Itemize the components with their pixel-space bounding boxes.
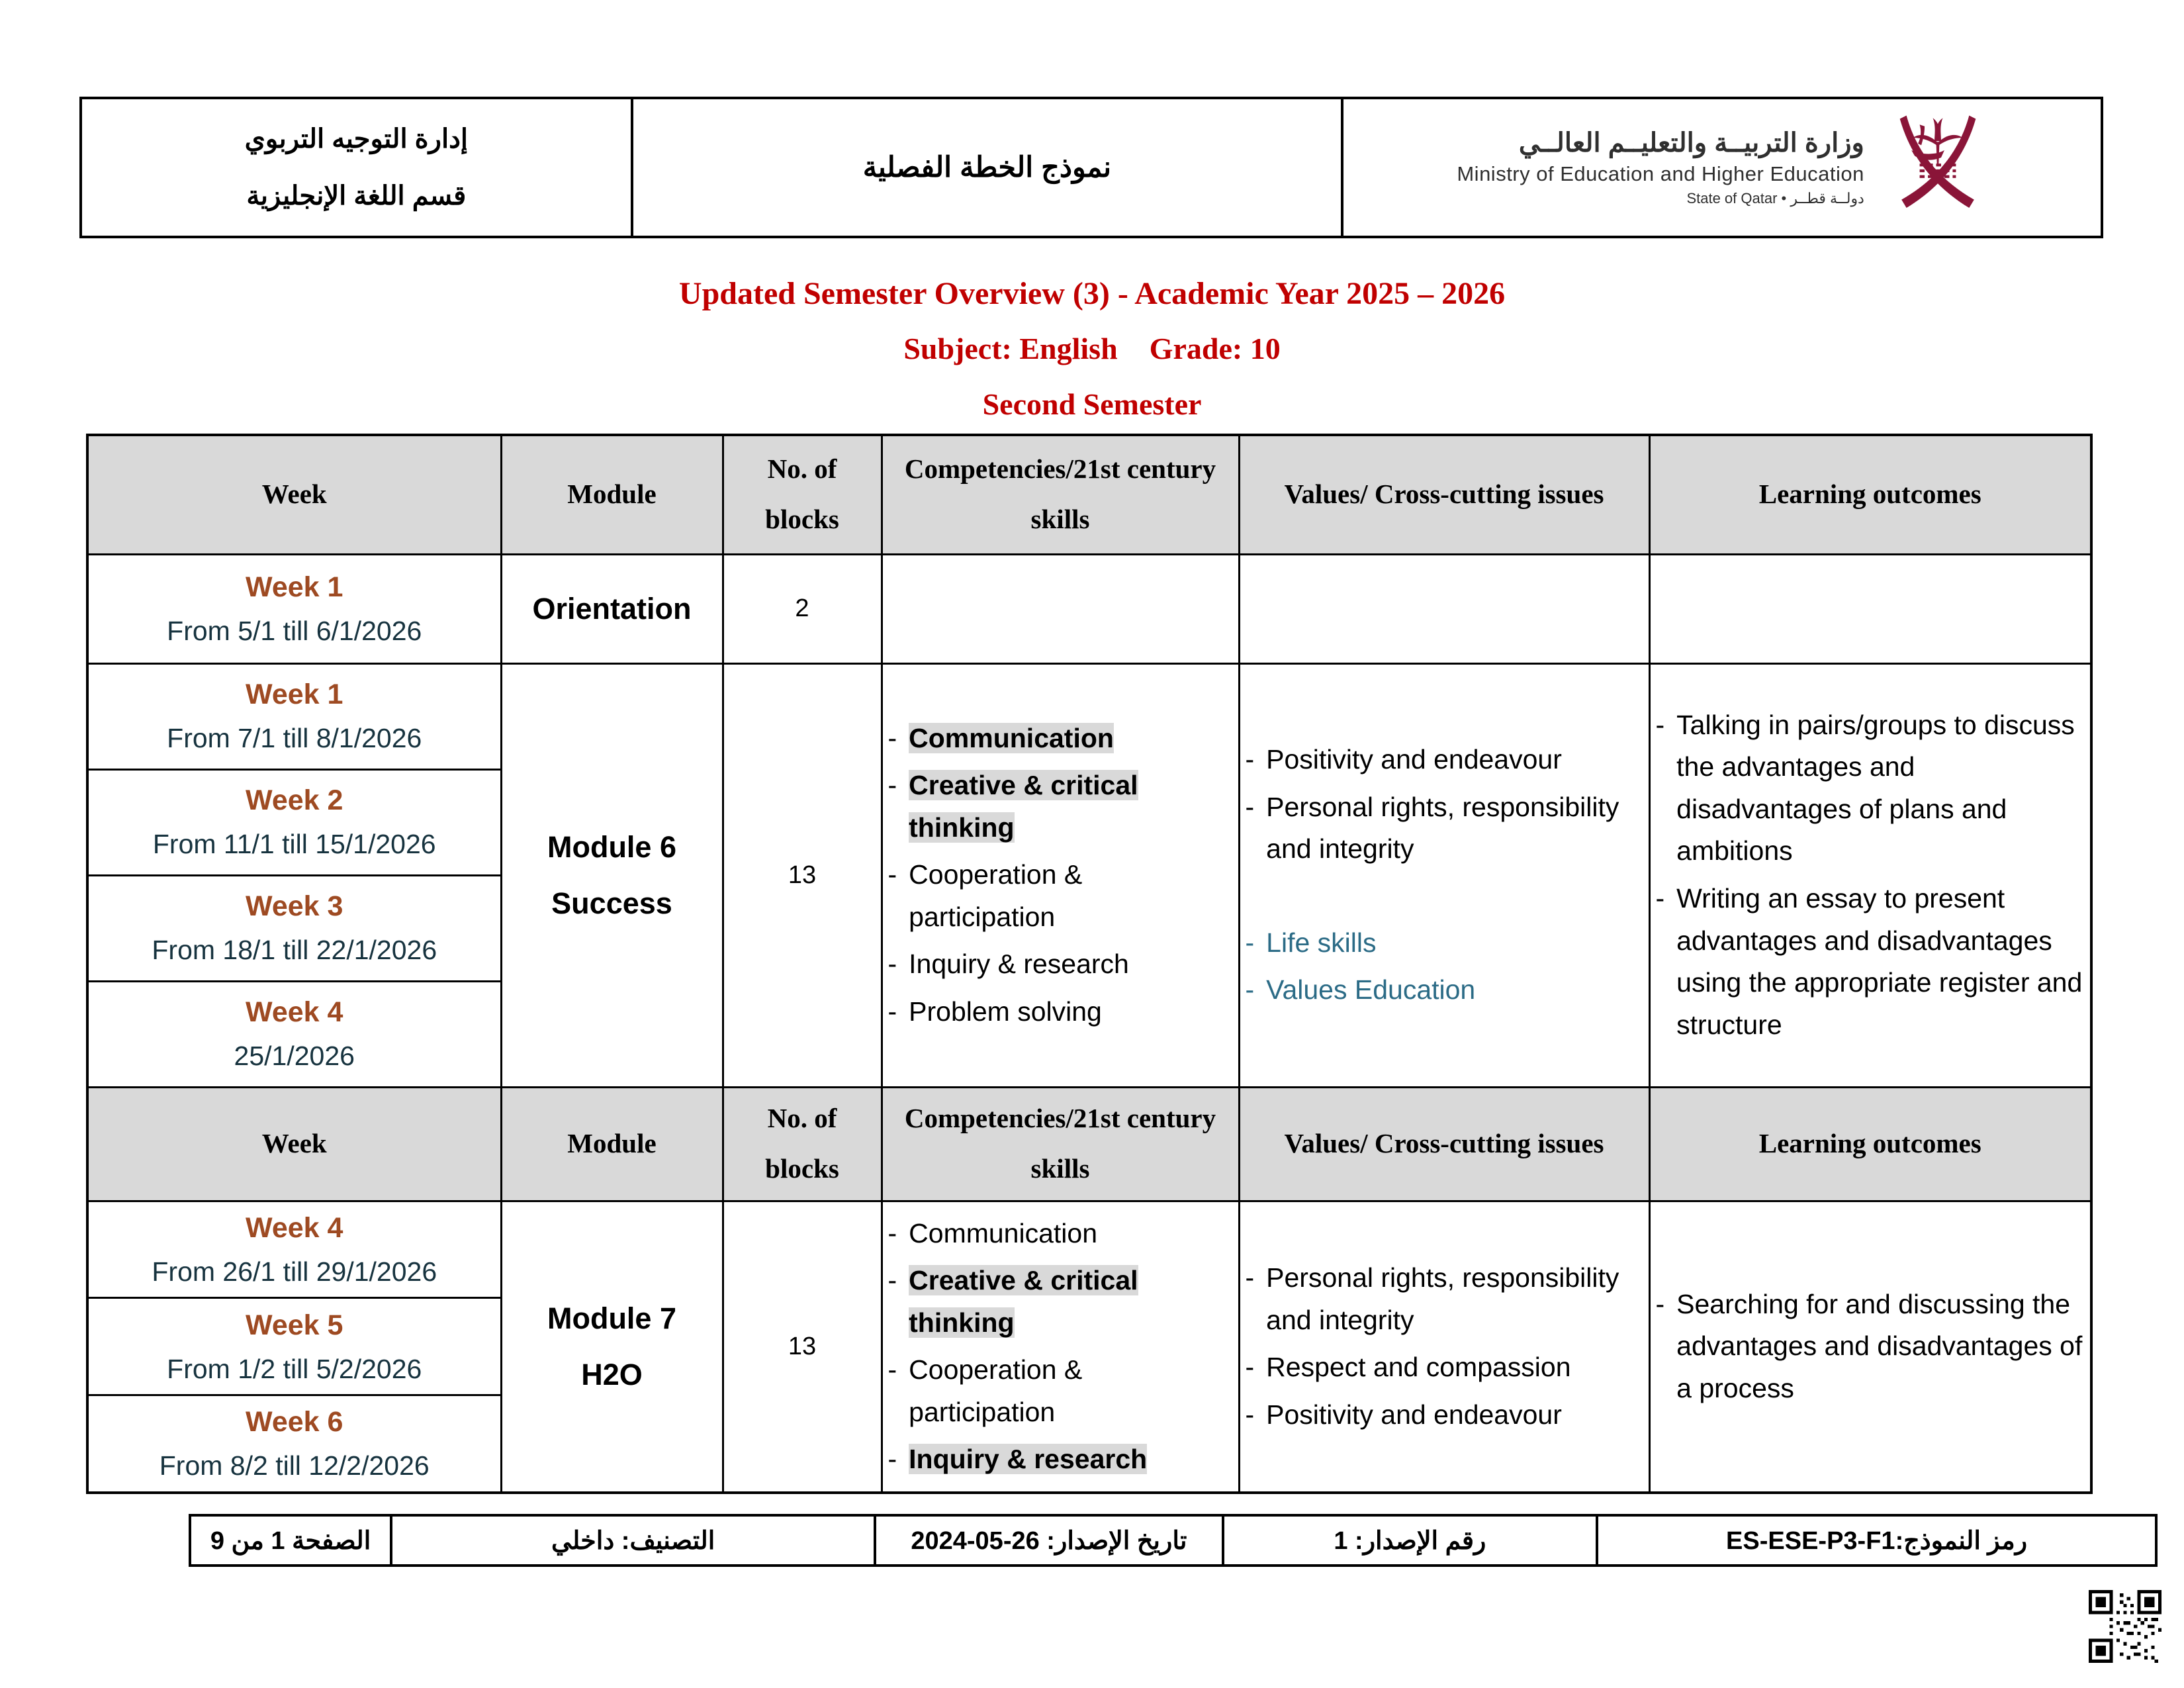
orientation-week-cell: [87, 554, 501, 663]
week-cell: [87, 1201, 501, 1298]
qatar-emblem-icon: [1888, 114, 1987, 221]
module6-values-cell: [1239, 663, 1649, 1087]
outcome-item: - Searching for and discussing the advantages and disadvantages of a process: [1655, 1288, 2083, 1403]
week-label: Week 4: [246, 1211, 343, 1244]
orientation-row: [87, 554, 2091, 663]
module-number: Module 6: [547, 829, 676, 864]
week-label: Week 2: [246, 784, 343, 817]
week-dates: From 11/1 till 15/1/2026: [152, 829, 436, 860]
week-dates: From 8/2 till 12/2/2026: [159, 1450, 430, 1481]
week-label: Week 1: [246, 679, 343, 711]
module-title: Success: [551, 886, 672, 920]
week-dates: From 7/1 till 8/1/2026: [167, 723, 422, 754]
value-item: - Positivity and endeavour: [1245, 744, 1562, 775]
module7-blocks-cell: 13: [723, 1201, 882, 1493]
week-cell: [87, 769, 501, 875]
subject-label: Subject: English: [903, 332, 1118, 365]
week-dates: From 18/1 till 22/1/2026: [152, 935, 437, 966]
week-cell: [87, 1395, 501, 1493]
column-header-blocks: No. of blocks: [723, 1087, 882, 1201]
footer-form-code: رمز النموذج:ES-ESE-P3-F1: [1726, 1526, 2028, 1555]
form-title: نموذج الخطة الفصلية: [862, 152, 1112, 183]
footer-classification: التصنيف: داخلي: [392, 1517, 876, 1564]
department-cell: [82, 99, 633, 236]
value-item: - Positivity and endeavour: [1245, 1399, 1562, 1430]
week-label: Week 4: [246, 996, 343, 1029]
module7-competencies-cell: [882, 1201, 1239, 1493]
form-title-cell: [633, 99, 1344, 236]
module-number: Module 7: [547, 1301, 676, 1335]
orientation-values-cell: [1239, 554, 1649, 663]
orientation-blocks-cell: 2: [723, 554, 882, 663]
column-header-outcomes: Learning outcomes: [1649, 1087, 2091, 1201]
semester-label: Second Semester: [982, 387, 1202, 421]
competency-item: - Communication: [887, 722, 1114, 753]
column-header-competencies: Competencies/21st century skills: [882, 1087, 1239, 1201]
week-cell: [87, 981, 501, 1087]
value-item: - Personal rights, responsibility and integrity: [1245, 1262, 1619, 1335]
column-header-week: Week: [87, 435, 501, 554]
competency-item: - Inquiry & research: [887, 1444, 1148, 1475]
competency-item: - Inquiry & research: [887, 949, 1129, 980]
grade-label: Grade: 10: [1149, 332, 1281, 365]
column-header-values: Values/ Cross-cutting issues: [1239, 435, 1649, 554]
header-table: [79, 97, 2103, 238]
subject-grade-line: [0, 331, 2184, 366]
footer-page-number: الصفحة 1 من 9: [191, 1517, 392, 1564]
module6-name-cell: [501, 663, 723, 1087]
department-line1: إدارة التوجيه التربوي: [244, 124, 468, 154]
ministry-name-english: Ministry of Education and Higher Education: [1457, 162, 1864, 185]
column-header-module: Module: [501, 1087, 723, 1201]
week-label: Week 6: [246, 1406, 343, 1438]
week-label: Week 5: [246, 1309, 343, 1341]
module7-outcomes-cell: [1649, 1201, 2091, 1493]
value-item: - Respect and compassion: [1245, 1352, 1571, 1383]
week-label: Week 3: [246, 890, 343, 923]
footer-bar: [189, 1514, 2158, 1567]
module6-blocks-cell: 13: [723, 663, 882, 1087]
module7-name-cell: [501, 1201, 723, 1493]
qr-code: [2089, 1590, 2161, 1663]
orientation-outcomes-cell: [1649, 554, 2091, 663]
table-header-row-2: [87, 1087, 2091, 1201]
week-cell: [87, 1298, 501, 1395]
value-item: - Life skills: [1245, 927, 1377, 958]
column-header-competencies: Competencies/21st century skills: [882, 435, 1239, 554]
module-title: H2O: [581, 1358, 643, 1392]
value-item: - Personal rights, responsibility and integrity: [1245, 791, 1619, 865]
column-header-outcomes: Learning outcomes: [1649, 435, 2091, 554]
module6-outcomes-cell: [1649, 663, 2091, 1087]
orientation-module-cell: Orientation: [501, 554, 723, 663]
week-cell: [87, 875, 501, 981]
page-title: Updated Semester Overview (3) - Academic Year 2025 – 2026: [678, 276, 1506, 311]
competency-item: - Communication: [887, 1217, 1097, 1248]
orientation-competencies-cell: [882, 554, 1239, 663]
value-item: - Values Education: [1245, 974, 1476, 1006]
competency-item: - Cooperation & participation: [887, 1354, 1083, 1427]
column-header-module: Module: [501, 435, 723, 554]
ministry-logo: [1343, 99, 2101, 236]
module6-competencies-cell: [882, 663, 1239, 1087]
semester-table: [86, 434, 2093, 1494]
week-dates: From 1/2 till 5/2/2026: [167, 1353, 422, 1384]
competency-item: - Cooperation & participation: [887, 859, 1083, 932]
outcome-item: - Writing an essay to present advantages and disadvantages using the appropriate register and structure: [1655, 883, 2083, 1040]
department-line2: قسم اللغة الإنجليزية: [246, 181, 467, 211]
week-dates: From 26/1 till 29/1/2026: [152, 1256, 437, 1287]
outcome-item: - Talking in pairs/groups to discuss the advantages and disadvantages of plans and ambitions: [1655, 709, 2075, 867]
week-label: Week 1: [246, 571, 343, 603]
week-dates: From 5/1 till 6/1/2026: [167, 615, 422, 646]
column-header-week: Week: [87, 1087, 501, 1201]
module6-week1-row: [87, 663, 2091, 769]
module7-week4-row: [87, 1201, 2091, 1298]
competency-item: - Creative & critical thinking: [887, 770, 1138, 843]
column-header-values: Values/ Cross-cutting issues: [1239, 1087, 1649, 1201]
footer-issue-number: رقم الإصدار: 1: [1224, 1517, 1599, 1564]
week-cell: [87, 663, 501, 769]
week-dates: 25/1/2026: [234, 1041, 355, 1072]
state-of-qatar-label: State of Qatar • دولــة قطــر: [1686, 190, 1864, 207]
table-header-row-1: [87, 435, 2091, 554]
column-header-blocks: No. of blocks: [723, 435, 882, 554]
footer-issue-date: تاريخ الإصدار: 26-05-2024: [876, 1517, 1224, 1564]
competency-item: - Problem solving: [887, 996, 1102, 1027]
module7-values-cell: [1239, 1201, 1649, 1493]
ministry-name-arabic: وزارة التربيــة والتعليــم العالــي: [1518, 128, 1864, 158]
ministry-logo-text: [1457, 128, 1864, 207]
competency-item: - Creative & critical thinking: [887, 1265, 1138, 1338]
